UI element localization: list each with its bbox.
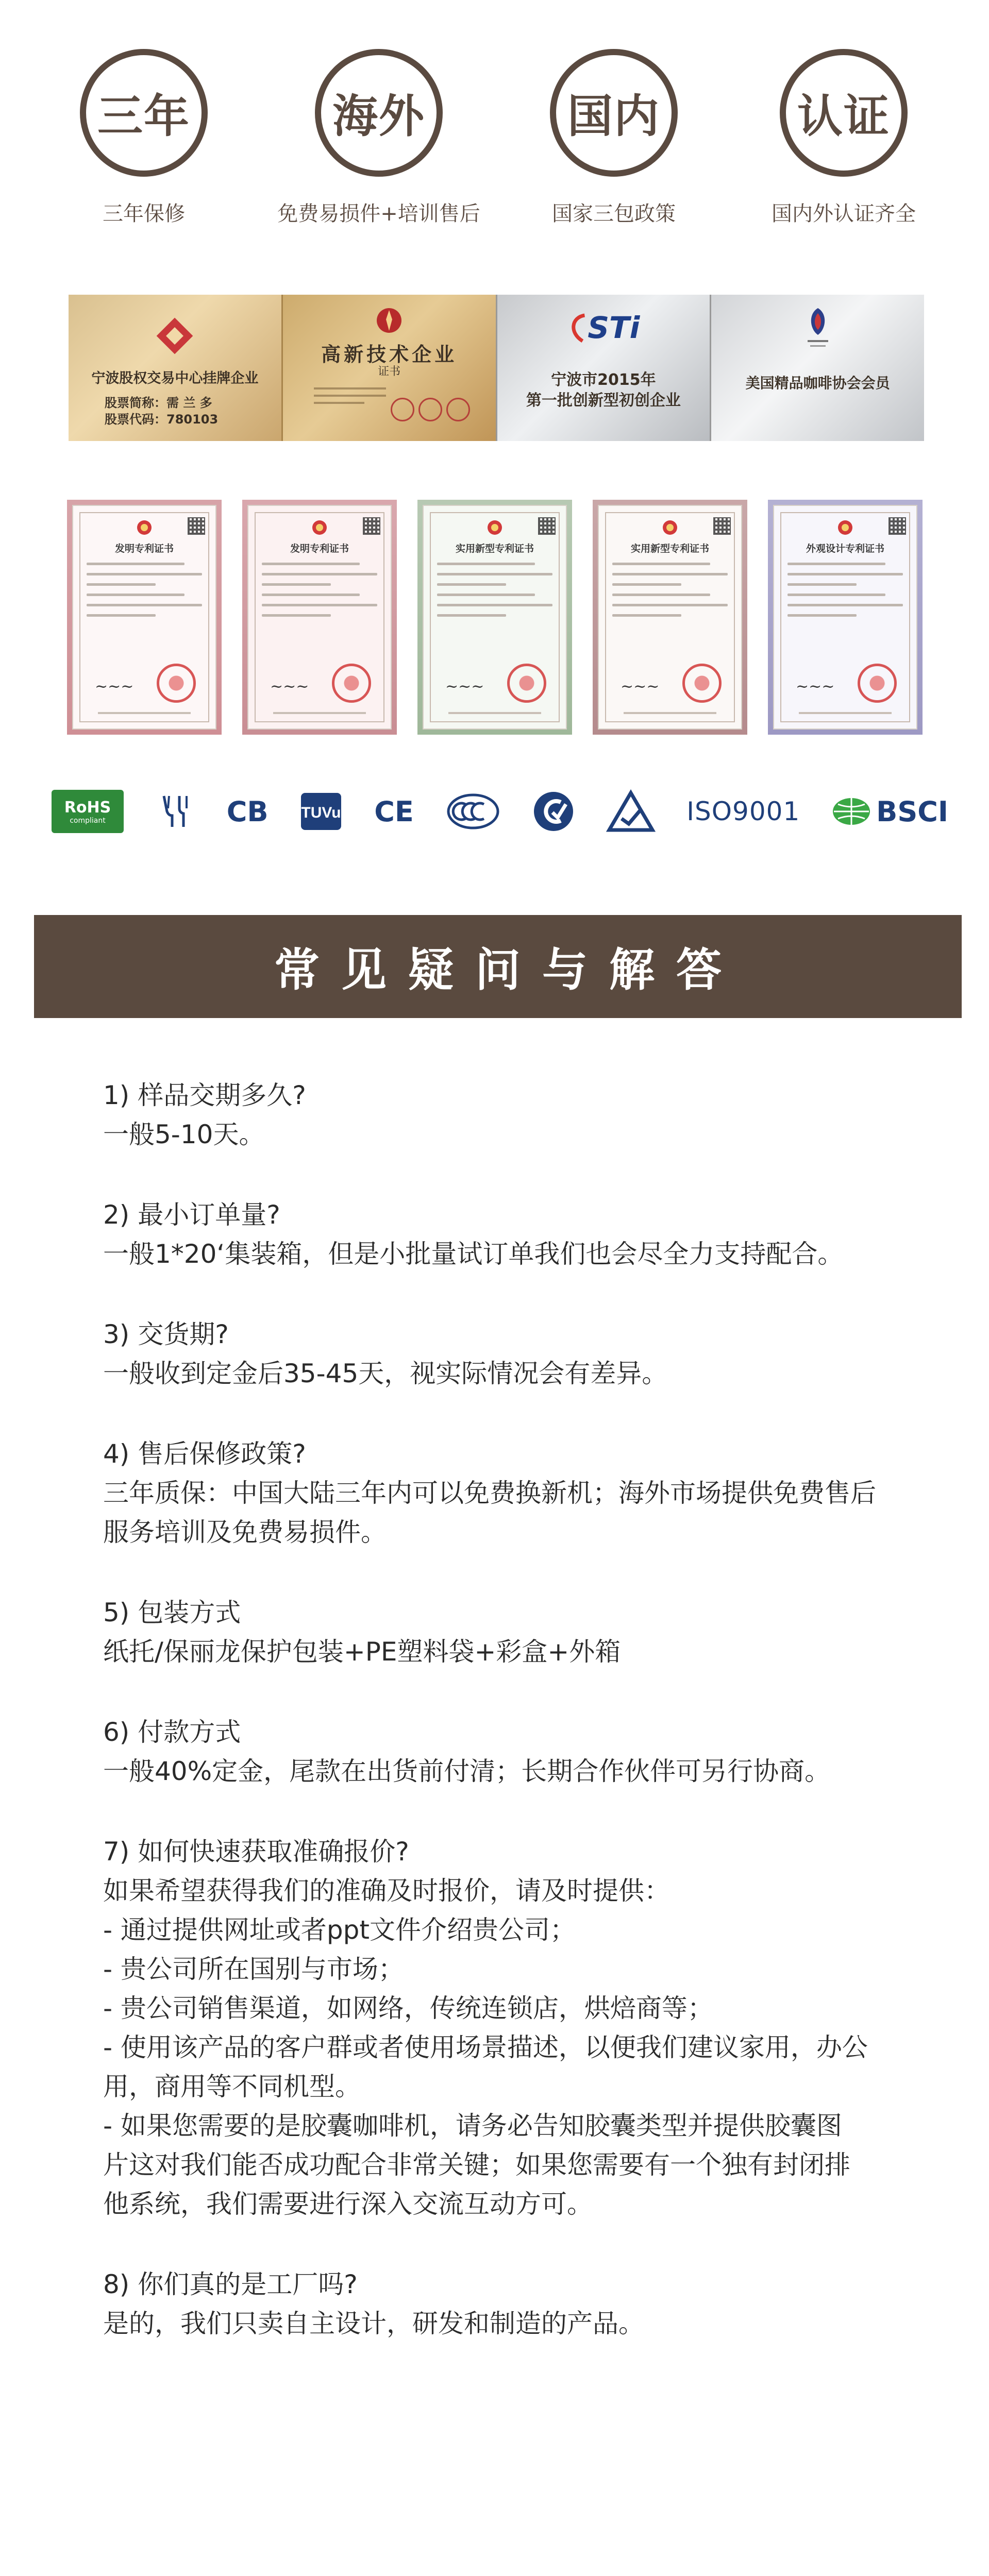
faq-item — [103, 1195, 928, 1274]
faq-answer-line: 一般收到定金后35-45天，视实际情况会有差异。 — [103, 1359, 668, 1388]
rcm-icon — [606, 790, 656, 833]
guarantee-circle: 三年 — [80, 49, 208, 177]
equity-exchange-logo-icon — [149, 310, 200, 362]
qr-code-icon — [188, 517, 205, 535]
certificate-title: 实用新型专利证书 — [455, 543, 534, 554]
guarantee-label: 免费易损件+培训售后 — [277, 202, 480, 226]
faq-answer-line: 如果希望获得我们的准确及时报价，请及时提供： — [103, 1876, 670, 1906]
faq-answer-line: 他系统，我们需要进行深入交流互动方可。 — [103, 2189, 593, 2219]
sca-emblem-icon — [800, 304, 836, 355]
qr-code-icon — [363, 517, 380, 535]
faq-answer-line: 一般5-10天。 — [103, 1120, 265, 1149]
faq-item — [103, 2265, 928, 2343]
faq-answer-line: - 如果您需要的是胶囊咖啡机，请务必告知胶囊类型并提供胶囊图 — [103, 2111, 842, 2141]
faq-answer-line: - 通过提供网址或者ppt文件介绍贵公司； — [103, 1915, 576, 1945]
seal-icon — [682, 664, 722, 703]
patent-emblem-icon — [662, 518, 678, 537]
guarantee-label: 国内外认证齐全 — [772, 202, 916, 226]
seal-icon — [157, 664, 196, 703]
rohs-icon: RoHS compliant — [52, 790, 124, 833]
guarantee-circle: 国内 — [550, 49, 678, 177]
faq-answer — [103, 1871, 928, 2224]
honor-plaques — [69, 295, 924, 441]
plaque-line: 股票简称：需 兰 多 — [105, 396, 212, 410]
patent-certificate — [417, 500, 572, 735]
faq-answer — [103, 1752, 928, 1791]
plaque-subtitle: 证书 — [378, 365, 401, 378]
faq-answer-line: - 使用该产品的客户群或者使用场景描述，以便我们建议家用，办公 — [103, 2032, 868, 2062]
c-tick-icon — [532, 790, 575, 833]
signature-icon: ~~~ — [445, 677, 484, 696]
faq-question: 1) 样品交期多久? — [103, 1080, 306, 1110]
seal-icon — [332, 664, 371, 703]
seal-icon — [858, 664, 897, 703]
signature-icon: ~~~ — [621, 677, 660, 696]
plaque-title: 高新技术企业 — [321, 343, 458, 366]
faq-answer-line: - 贵公司销售渠道，如网络，传统连锁店，烘焙商等； — [103, 1993, 713, 2023]
svg-text:cTUVus: cTUVus — [293, 804, 350, 821]
guarantee-label: 三年保修 — [103, 202, 185, 226]
certificate-title: 发明专利证书 — [114, 543, 174, 554]
faq-answer-line: 一般40%定金，尾款在出货前付清；长期合作伙伴可另行协商。 — [103, 1756, 831, 1786]
sti-swoosh-icon — [567, 312, 588, 343]
faq-answer — [103, 1473, 928, 1552]
certificate-title: 发明专利证书 — [290, 543, 349, 554]
faq-header-banner — [34, 915, 962, 1018]
faq-answer-line: 片这对我们能否成功配合非常关键；如果您需要有一个独有封闭排 — [103, 2150, 850, 2180]
plaque-sca-member — [710, 295, 924, 441]
guarantee-row — [0, 49, 989, 245]
faq-question: 5) 包装方式 — [103, 1598, 241, 1628]
patent-certificate — [593, 500, 747, 735]
patent-certificate — [768, 500, 923, 735]
patent-emblem-icon — [136, 518, 153, 537]
seal-icon — [418, 398, 442, 421]
faq-answer — [103, 1354, 928, 1393]
faq-answer-line: 服务培训及免费易损件。 — [103, 1517, 387, 1547]
etl-icon — [293, 791, 350, 832]
faq-answer-line: 三年质保：中国大陆三年内可以免费换新机；海外市场提供免费售后 — [103, 1478, 876, 1508]
faq-item — [103, 1713, 928, 1791]
faq-question: 4) 售后保修政策? — [103, 1439, 306, 1469]
patent-certificate — [67, 500, 222, 735]
certification-logos — [52, 783, 948, 840]
patent-certificate — [242, 500, 397, 735]
bsci-icon: BSCI — [831, 795, 948, 828]
high-tech-emblem-icon — [374, 305, 405, 336]
faq-answer-line: 纸托/保丽龙保护包装+PE塑料袋+彩盒+外箱 — [103, 1637, 621, 1667]
plaque-innovative-startup — [496, 295, 710, 441]
patent-emblem-icon — [837, 518, 853, 537]
plaque-line: 股票代码：780103 — [105, 412, 219, 427]
qr-code-icon — [889, 517, 906, 535]
faq-question: 7) 如何快速获取准确报价? — [103, 1837, 409, 1867]
food-safe-icon — [155, 791, 196, 832]
guarantee-label: 国家三包政策 — [552, 202, 676, 226]
faq-answer-line: 用，商用等不同机型。 — [103, 2072, 361, 2102]
plaque-equity-exchange — [69, 295, 281, 441]
plaque-title: 美国精品咖啡协会会员 — [745, 375, 890, 392]
patent-emblem-icon — [487, 518, 503, 537]
certificate-title: 外观设计专利证书 — [806, 543, 884, 554]
faq-answer — [103, 1234, 928, 1274]
iso-icon: ISO9001 — [686, 796, 800, 826]
faq-item — [103, 1076, 928, 1154]
signature-icon: ~~~ — [270, 677, 309, 696]
bsci-globe-icon — [831, 796, 872, 827]
guarantee-circle: 海外 — [315, 49, 443, 177]
certificate-title: 实用新型专利证书 — [630, 543, 709, 554]
ce-icon: CE — [374, 795, 414, 828]
guarantee-circle: 认证 — [780, 49, 908, 177]
faq-answer — [103, 1115, 928, 1154]
plaque-title: 宁波股权交易中心挂牌企业 — [91, 370, 259, 386]
faq-list — [103, 1076, 928, 2384]
sti-logo: STi — [567, 310, 640, 345]
faq-answer — [103, 1632, 928, 1671]
cb-icon: CB — [226, 795, 269, 828]
faq-question: 2) 最小订单量? — [103, 1200, 280, 1230]
faq-item — [103, 1315, 928, 1393]
qr-code-icon — [713, 517, 731, 535]
guarantee-three-year — [36, 49, 252, 227]
faq-answer-line: - 贵公司所在国别与市场； — [103, 1954, 404, 1984]
guarantee-domestic — [506, 49, 722, 227]
faq-item — [103, 1593, 928, 1671]
ccc-icon — [445, 791, 501, 832]
plaque-high-tech — [281, 295, 496, 441]
signature-icon: ~~~ — [95, 677, 134, 696]
signature-icon: ~~~ — [796, 677, 835, 696]
faq-question: 8) 你们真的是工厂吗? — [103, 2269, 358, 2299]
guarantee-certification — [735, 49, 952, 227]
faq-answer-line: 是的，我们只卖自主设计，研发和制造的产品。 — [103, 2309, 644, 2338]
faq-item — [103, 1832, 928, 2224]
faq-answer — [103, 2304, 928, 2343]
seal-icon — [446, 398, 470, 421]
seal-icon — [391, 398, 414, 421]
guarantee-overseas — [271, 49, 487, 227]
qr-code-icon — [538, 517, 556, 535]
faq-title: 常见疑问与解答 — [274, 943, 743, 996]
plaque-title: 第一批创新型初创企业 — [526, 392, 681, 410]
plaque-title: 宁波市2015年 — [551, 371, 656, 389]
seal-icon — [507, 664, 546, 703]
faq-question: 6) 付款方式 — [103, 1717, 241, 1747]
faq-answer-line: 一般1*20‘集装箱，但是小批量试订单我们也会尽全力支持配合。 — [103, 1239, 844, 1269]
patent-emblem-icon — [311, 518, 328, 537]
patent-certificates — [67, 500, 923, 735]
faq-question: 3) 交货期? — [103, 1319, 229, 1349]
faq-item — [103, 1434, 928, 1552]
